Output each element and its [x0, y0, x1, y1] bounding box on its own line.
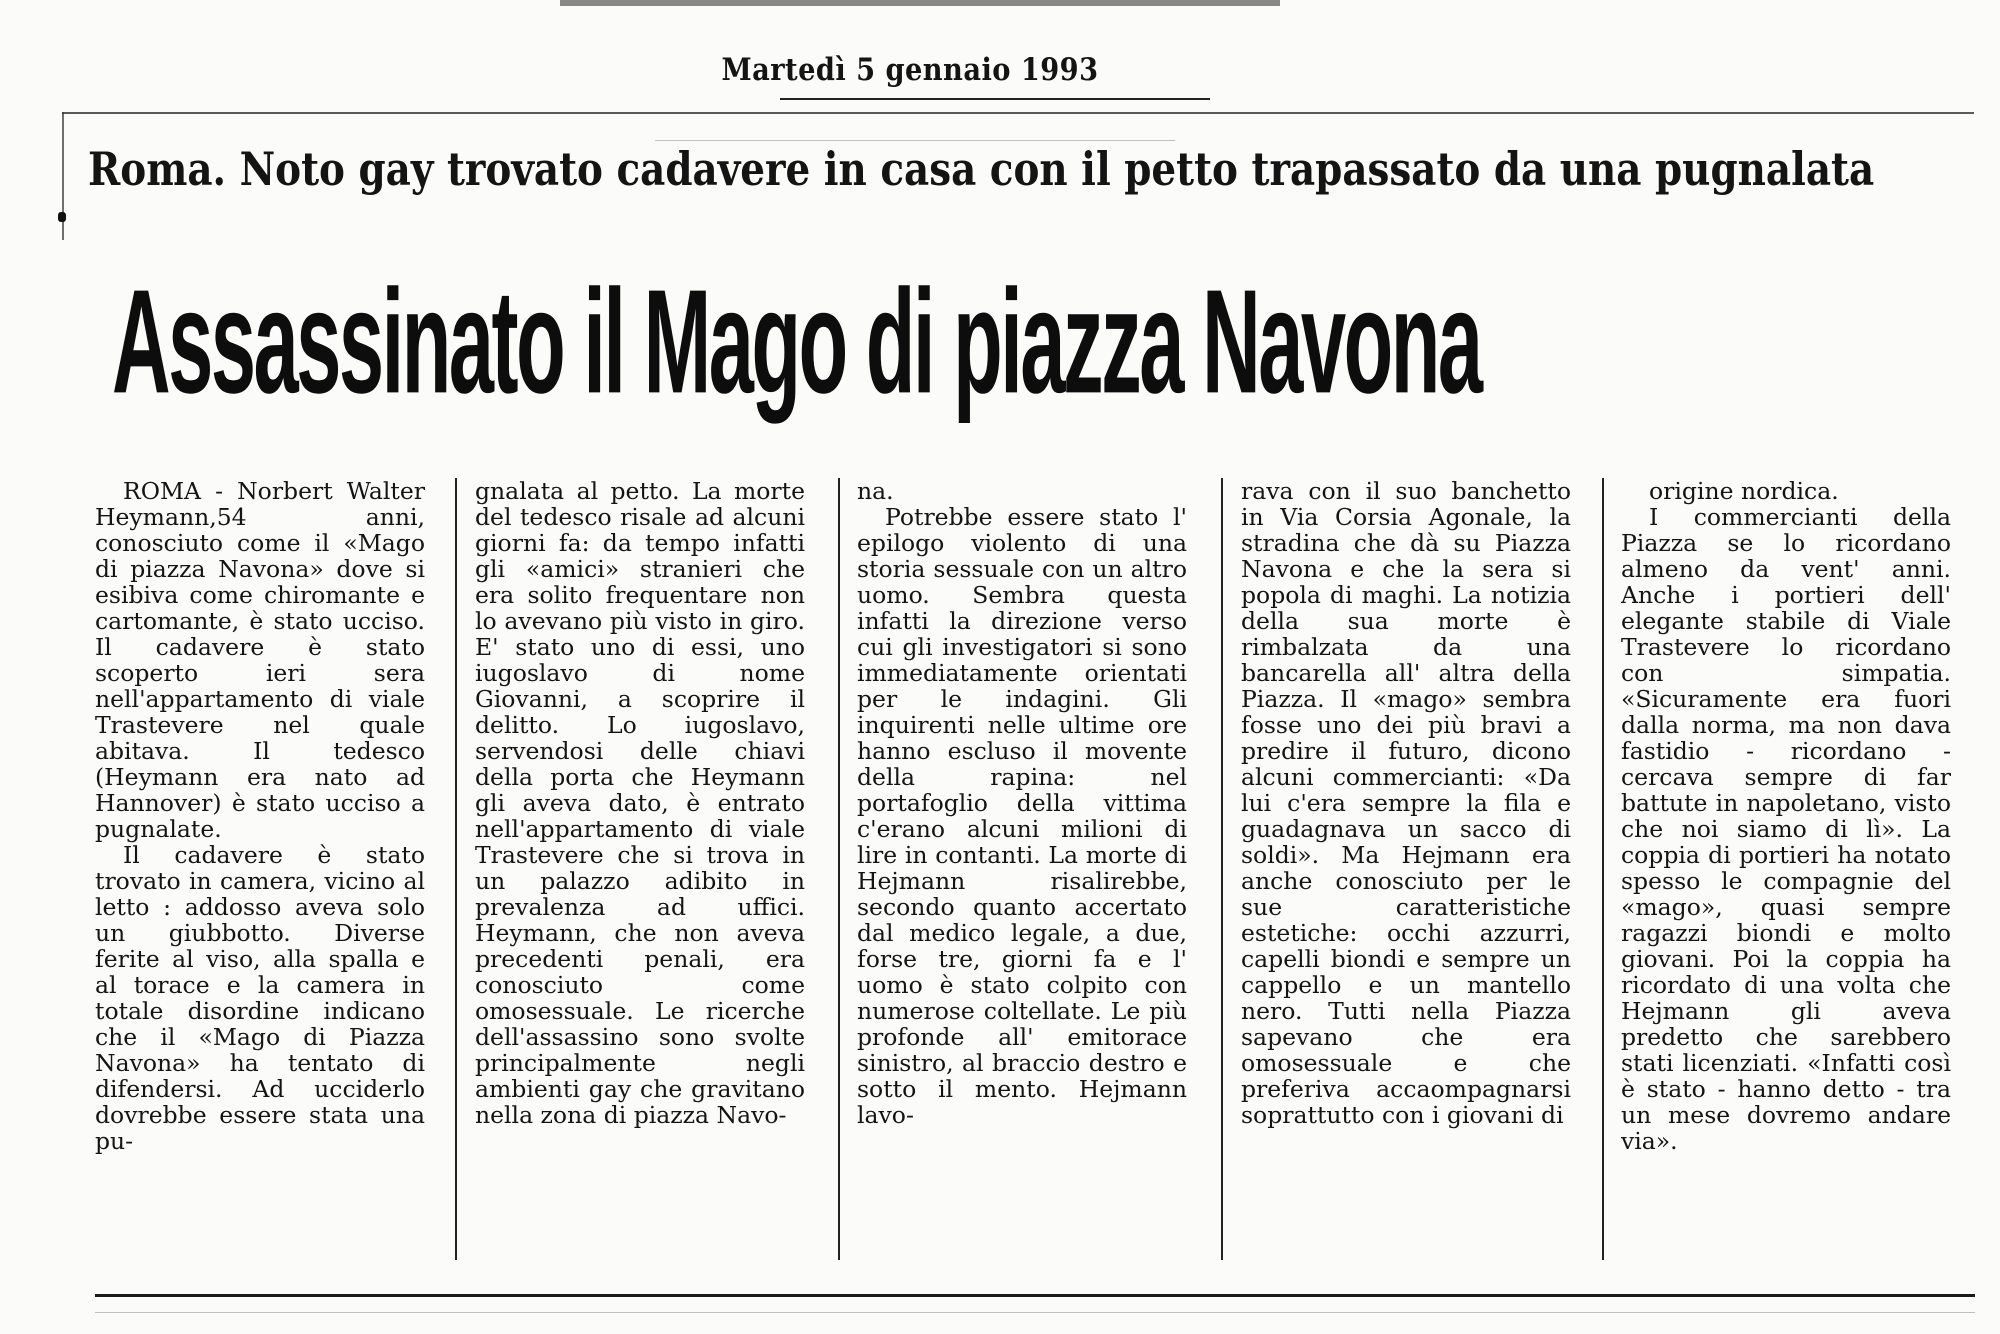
main-headline: Assassinato il Mago di piazza Navona	[112, 259, 1481, 424]
paragraph: gnalata al petto. La morte del tedesco risale ad alcuni giorni fa: da tempo infatti gli «amici» stranieri che era solito frequentare non lo avevano più visto in giro. E' stato uno di essi, uno iugoslavo di nome Giovanni, a scoprire il delitto. Lo iugoslavo, servendosi delle chiavi della porta che Heymann gli aveva dato, è entrato nell'appartamento di viale Trastevere che si trova in un palazzo adibito in prevalenza ad uffici. Heymann, che non aveva precedenti penali, era conosciuto come omosessuale. Le ricerche dell'assassino sono svolte principalmente negli ambienti gay che gravitano nella zona di piazza Navo-	[475, 478, 805, 1129]
paragraph: Il cadavere è stato trovato in camera, vicino al letto : addosso aveva solo un giubbotto. Diverse ferite al viso, alla spalla e al torace e la camera in totale disordine indicano che il «Mago di Piazza Navona» ha tentato di difendersi. Ad ucciderlo dovrebbe essere stata una pu-	[95, 841, 425, 1155]
paragraph: I commercianti della Piazza se lo ricordano almeno da vent' anni. Anche i portieri dell' elegante stabile di Viale Trastevere lo ricordano con simpatia. «Sicuramente era fuori dalla norma, ma non dava fastidio - ricordano - cercava sempre di far battute in napoletano, visto che noi siamo di lì». La coppia di portieri ha notato spesso le compagnie del «mago», quasi sempre ragazzi biondi e molto giovani. Poi la coppia ha ricordato di una volta che Hejmann gli aveva predetto che sarebbero stati licenziati. «Infatti così è stato - hanno detto - tra un mese dovremo andare via».	[1621, 503, 1951, 1155]
paragraph: origine nordica.	[1649, 478, 1839, 505]
column-divider	[1221, 478, 1223, 1260]
kicker-subheadline: Roma. Noto gay trovato cadavere in casa con il petto trapassato da una pugnalata	[88, 142, 1875, 196]
article-column-1	[95, 478, 425, 1278]
article-column-2	[475, 478, 805, 1278]
paragraph: Potrebbe essere stato l' epilogo violento di una storia sessuale con un altro uomo. Sembra questa infatti la direzione verso cui gli investigatori si sono immediatamente orientati per le indagini. Gli inquirenti nelle ultime ore hanno escluso il movente della rapina: nel portafoglio della vittima c'erano alcuni milioni di lire in contanti. La morte di Hejmann risalirebbe, secondo quanto accertato dal medico legale, a due, forse tre, giorni fa e l' uomo è stato colpito con numerose coltellate. Le più profonde all' emitorace sinistro, al braccio destro e sotto il mento. Hejmann lavo-	[857, 503, 1187, 1129]
paragraph: ROMA - Norbert Walter Heymann,54 anni, conosciuto come il «Mago di piazza Navona» dove si esibiva come chiromante e cartomante, è stato ucciso. Il cadavere è stato scoperto ieri sera nell'appartamento di viale Trastevere nel quale abitava. Il tedesco (Heymann era nato ad Hannover) è stato ucciso a pugnalate.	[95, 478, 425, 843]
article-column-4	[1241, 478, 1571, 1278]
clipping-mark	[58, 212, 66, 222]
scan-artifact-line	[655, 140, 1175, 141]
scan-artifact-line	[95, 1312, 1975, 1313]
top-crop-edge	[560, 0, 1280, 6]
issue-date: Martedì 5 gennaio 1993	[721, 52, 1099, 88]
column-divider	[455, 478, 457, 1260]
article-body	[95, 478, 1975, 1278]
article-column-5	[1621, 478, 1951, 1278]
paragraph: rava con il suo banchetto in Via Corsia Agonale, la stradina che dà su Piazza Navona e che la sera si popola di maghi. La notizia della sua morte è rimbalzata da una bancarella all' altra della Piazza. Il «mago» sembra fosse uno dei più bravi a predire il futuro, dicono alcuni commercianti: «Da lui c'era sempre la fila e guadagnava un sacco di soldi». Ma Hejmann era anche conosciuto per le sue caratteristiche estetiche: occhi azzurri, capelli biondi e sempre un cappello e un mantello nero. Tutti nella Piazza sapevano che era omosessuale e che preferiva accaompagnarsi soprattutto con i giovani di	[1241, 478, 1571, 1129]
paragraph: na.	[857, 478, 894, 505]
bottom-rule	[95, 1294, 1975, 1297]
article-column-3	[857, 478, 1187, 1278]
column-divider	[838, 478, 840, 1260]
date-underline	[780, 98, 1210, 100]
frame-top-rule	[62, 112, 1974, 114]
column-divider	[1602, 478, 1604, 1260]
